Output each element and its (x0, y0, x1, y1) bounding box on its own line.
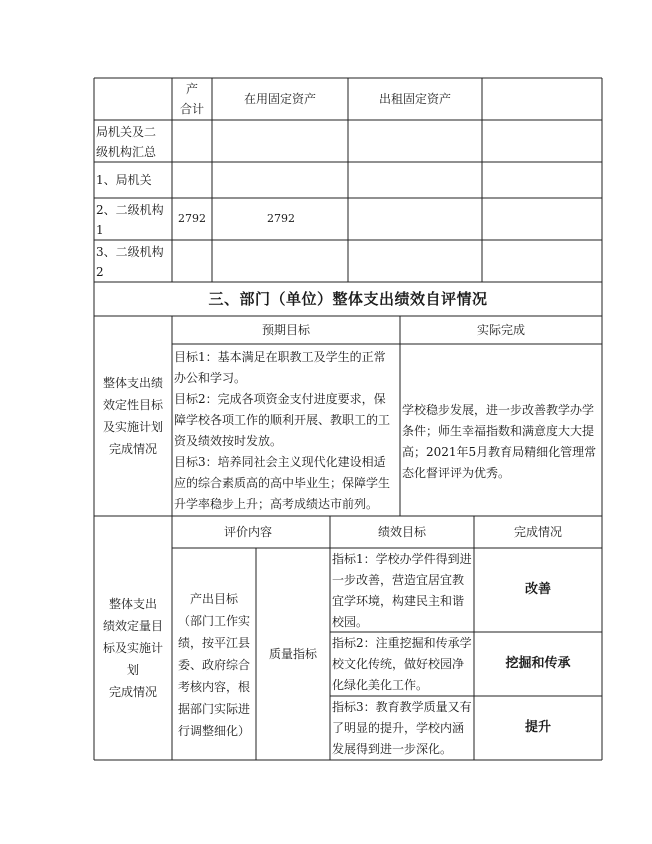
indicator-line: 了明显的提升，学校内涵 (332, 721, 465, 735)
indicator-2-status: 挖掘和传承 (505, 656, 571, 671)
indicator-3-text (330, 697, 474, 759)
row-label-sub2 (94, 240, 172, 282)
eval-content-header: 评价内容 (224, 525, 273, 539)
actual-completion-header: 实际完成 (476, 323, 525, 337)
expected-target-line: 办公和学习。 (174, 371, 247, 385)
actual-completion-line: 学校稳步发展，进一步改善教学办学 (402, 403, 595, 417)
indicator-line: 宜学环境，构建民主和谐 (332, 594, 465, 608)
indicator-line: 一步改善，营造宜居宜教 (332, 573, 465, 587)
output-target-line: 考核内容，根 (177, 680, 250, 694)
header-in-use-assets: 在用固定资产 (243, 92, 316, 106)
quantitative-label-line: 绩效定量目 (102, 619, 163, 633)
indicator-line: 指标1：学校办学件得到进 (332, 552, 472, 566)
output-target-line: 委、政府综合 (177, 658, 250, 672)
indicator-line: 化绿化美化工作。 (332, 678, 429, 692)
row-label-bureau (94, 162, 172, 198)
row-label-sub1 (94, 198, 172, 240)
actual-completion-line: 高；2021年5月教育局精细化管理常 (402, 445, 597, 459)
indicator-2-text (330, 633, 474, 695)
indicator-line: 校园。 (332, 615, 369, 629)
expected-targets-text (172, 347, 400, 515)
expected-target-line: 应的综合素质高的高中毕业生；保障学生 (174, 476, 391, 490)
expected-target-header: 预期目标 (261, 323, 310, 337)
quantitative-row-label (94, 516, 172, 760)
actual-completion-line: 条件；师生幸福指数和满意度大大提 (402, 424, 595, 438)
output-target-line: （部门工作实 (177, 614, 250, 628)
indicator-line: 校文化传统，做好校园净 (332, 657, 465, 671)
expected-target-line: 目标2：完成各项资金支付进度要求，保 (174, 392, 386, 406)
qualitative-label-line: 效定性目标 (102, 398, 163, 412)
row-label-sub1-line1: 2、二级机构 (96, 203, 164, 217)
actual-completion-line: 态化督评评为优秀。 (402, 466, 511, 480)
indicator-3-status: 提升 (524, 720, 551, 735)
actual-completion-text (400, 400, 602, 484)
expected-target-line: 升学率稳步上升；高考成绩达市前列。 (174, 497, 379, 511)
indicator-line: 发展得到进一步深化。 (332, 742, 453, 756)
perf-target-header: 绩效目标 (377, 525, 426, 539)
output-target-line: 产出目标 (189, 592, 238, 606)
qualitative-label-line: 完成情况 (108, 442, 157, 456)
header-total-cell (172, 78, 212, 120)
output-target-line: 绩，按平江县 (177, 636, 250, 650)
expected-target-line: 目标1：基本满足在职教工及学生的正常 (174, 350, 386, 364)
header-rented-assets: 出租固定资产 (378, 92, 451, 106)
row-label-summary (94, 120, 172, 162)
row-label-sub2-line2: 2 (96, 265, 104, 279)
indicator-1-status: 改善 (524, 582, 551, 597)
expected-target-line: 障学校各项工作的顺利开展、教职工的工 (174, 413, 391, 427)
output-target-line: 据部门实际进 (177, 702, 250, 716)
row-sub1-in-use: 2792 (267, 212, 295, 225)
indicator-1-text (330, 549, 474, 631)
header-total-bottom: 合计 (179, 102, 204, 116)
row-label-sub1-line2: 1 (96, 223, 104, 237)
completion-status-header: 完成情况 (513, 525, 562, 539)
output-target-line: 行调整细化） (177, 724, 250, 738)
row-label-sub2-line1: 3、二级机构 (96, 245, 164, 259)
indicator-line: 指标3：教育教学质量又有 (332, 700, 472, 714)
qualitative-row-label (94, 316, 172, 516)
row-label-summary-line1: 局机关及二 (96, 125, 157, 139)
row-label-bureau-text: 1、局机关 (96, 173, 152, 187)
expected-target-line: 资及绩效按时发放。 (174, 434, 283, 448)
expected-target-line: 目标3：培养同社会主义现代化建设相适 (174, 455, 386, 469)
row-sub1-total: 2792 (178, 212, 206, 225)
quantitative-label-line: 标及实施计 (102, 641, 163, 655)
header-total-top: 产 (185, 82, 198, 96)
qualitative-label-line: 整体支出绩 (102, 376, 163, 390)
qualitative-label-line: 及实施计划 (102, 420, 163, 434)
indicator-line: 指标2：注重挖掘和传承学 (332, 636, 472, 650)
section3-title: 三、部门（单位）整体支出绩效自评情况 (208, 290, 488, 308)
quantitative-label-line: 整体支出 (108, 597, 157, 611)
quality-indicator-cell: 质量指标 (268, 647, 317, 661)
output-target-cell (172, 548, 256, 760)
quantitative-label-line: 划 (126, 663, 139, 677)
quantitative-label-line: 完成情况 (108, 685, 157, 699)
row-label-summary-line2: 级机构汇总 (96, 145, 157, 159)
